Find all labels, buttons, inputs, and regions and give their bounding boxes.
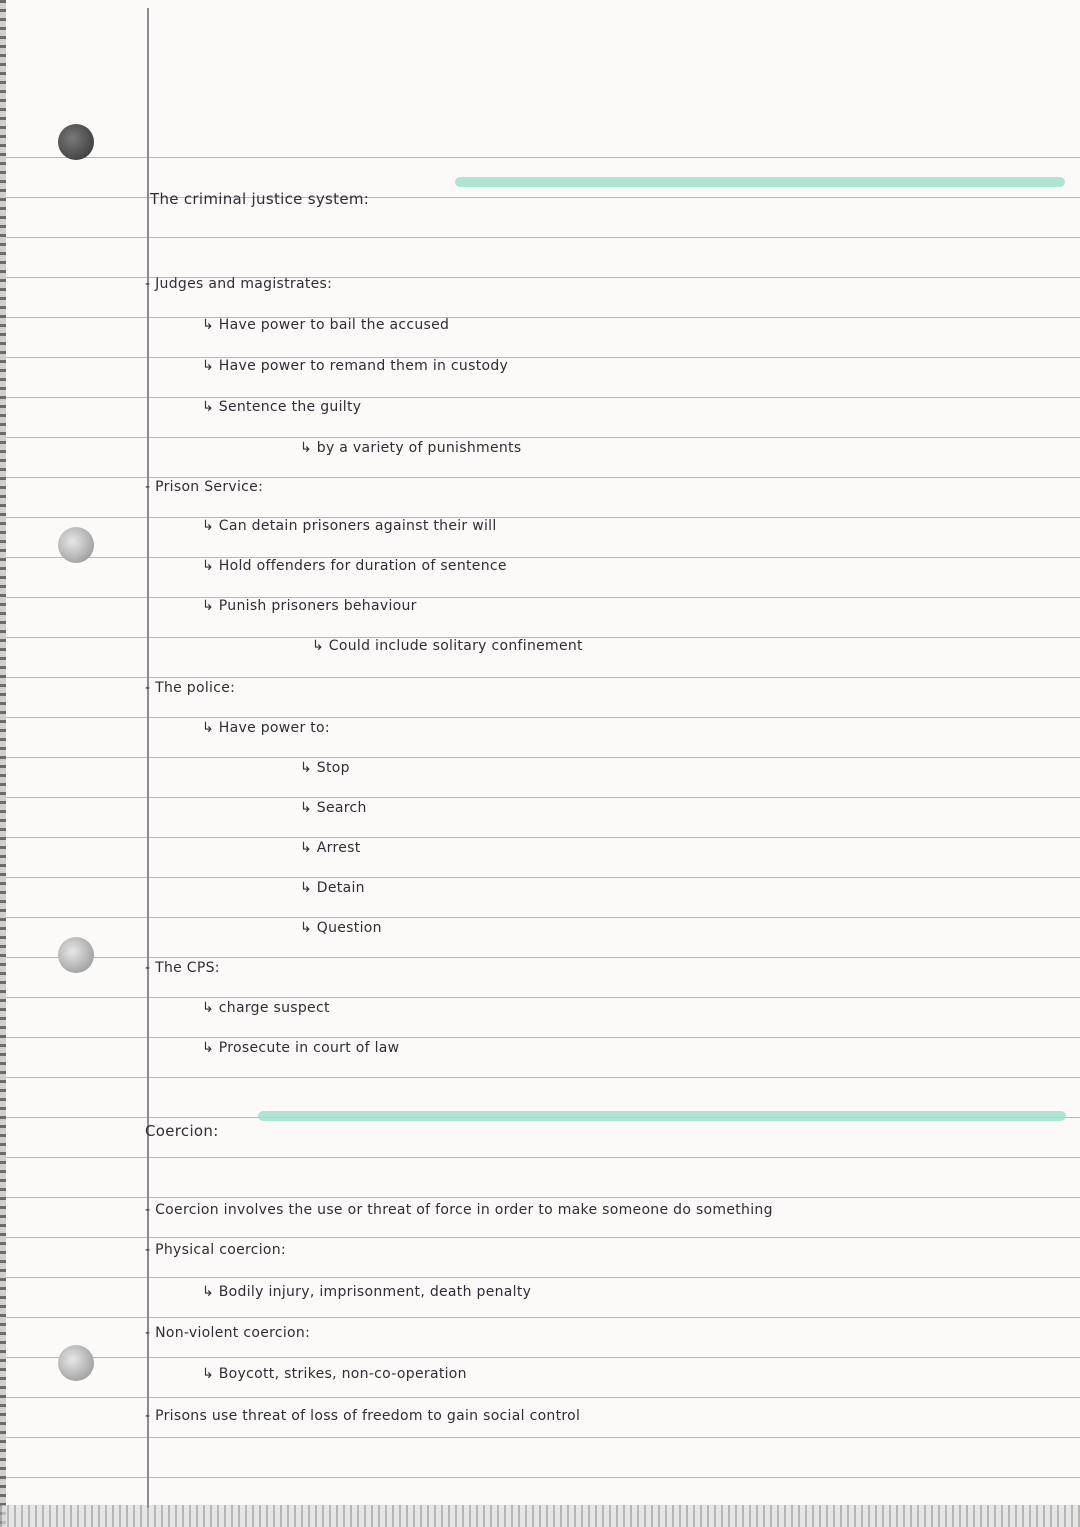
judges-title: - Judges and magistrates: (145, 276, 333, 292)
judges-subitem: ↳ by a variety of punishments (300, 440, 522, 456)
physical-coercion-item: ↳ Bodily injury, imprisonment, death penalty (202, 1284, 532, 1300)
judges-item: ↳ Have power to bail the accused (202, 317, 450, 333)
cps-item: ↳ Prosecute in court of law (202, 1040, 400, 1056)
judges-item: ↳ Have power to remand them in custody (202, 358, 509, 374)
punch-hole (58, 1345, 94, 1381)
judges-item: ↳ Sentence the guilty (202, 399, 362, 415)
torn-bottom-edge (0, 1505, 1080, 1527)
prison-item: ↳ Hold offenders for duration of sentence (202, 558, 507, 574)
highlighter-stroke (258, 1111, 1066, 1121)
nonviolent-coercion-title: - Non-violent coercion: (145, 1325, 311, 1341)
cps-item: ↳ charge suspect (202, 1000, 330, 1016)
punch-hole (58, 937, 94, 973)
police-power-item: ↳ Detain (300, 880, 365, 896)
section-heading-cjs: The criminal justice system: (150, 190, 370, 208)
prison-item: ↳ Can detain prisoners against their will (202, 518, 497, 534)
cps-title: - The CPS: (145, 960, 220, 976)
margin-line (147, 8, 149, 1508)
prisons-social-control: - Prisons use threat of loss of freedom to gain social control (145, 1408, 581, 1424)
perforated-edge (0, 0, 6, 1527)
police-power-item: ↳ Question (300, 920, 382, 936)
police-power-item: ↳ Stop (300, 760, 350, 776)
nonviolent-coercion-item: ↳ Boycott, strikes, non-co-operation (202, 1366, 467, 1382)
police-have-power: ↳ Have power to: (202, 720, 330, 736)
police-power-item: ↳ Arrest (300, 840, 361, 856)
coercion-definition: - Coercion involves the use or threat of force in order to make someone do something (145, 1202, 773, 1218)
punch-hole (58, 124, 94, 160)
police-title: - The police: (145, 680, 236, 696)
punch-hole (58, 527, 94, 563)
physical-coercion-title: - Physical coercion: (145, 1242, 286, 1258)
prison-item: ↳ Punish prisoners behaviour (202, 598, 417, 614)
prison-title: - Prison Service: (145, 479, 264, 495)
police-power-item: ↳ Search (300, 800, 367, 816)
prison-subitem: ↳ Could include solitary confinement (312, 638, 583, 654)
highlighter-stroke (455, 177, 1065, 187)
section-heading-coercion: Coercion: (145, 1122, 219, 1140)
